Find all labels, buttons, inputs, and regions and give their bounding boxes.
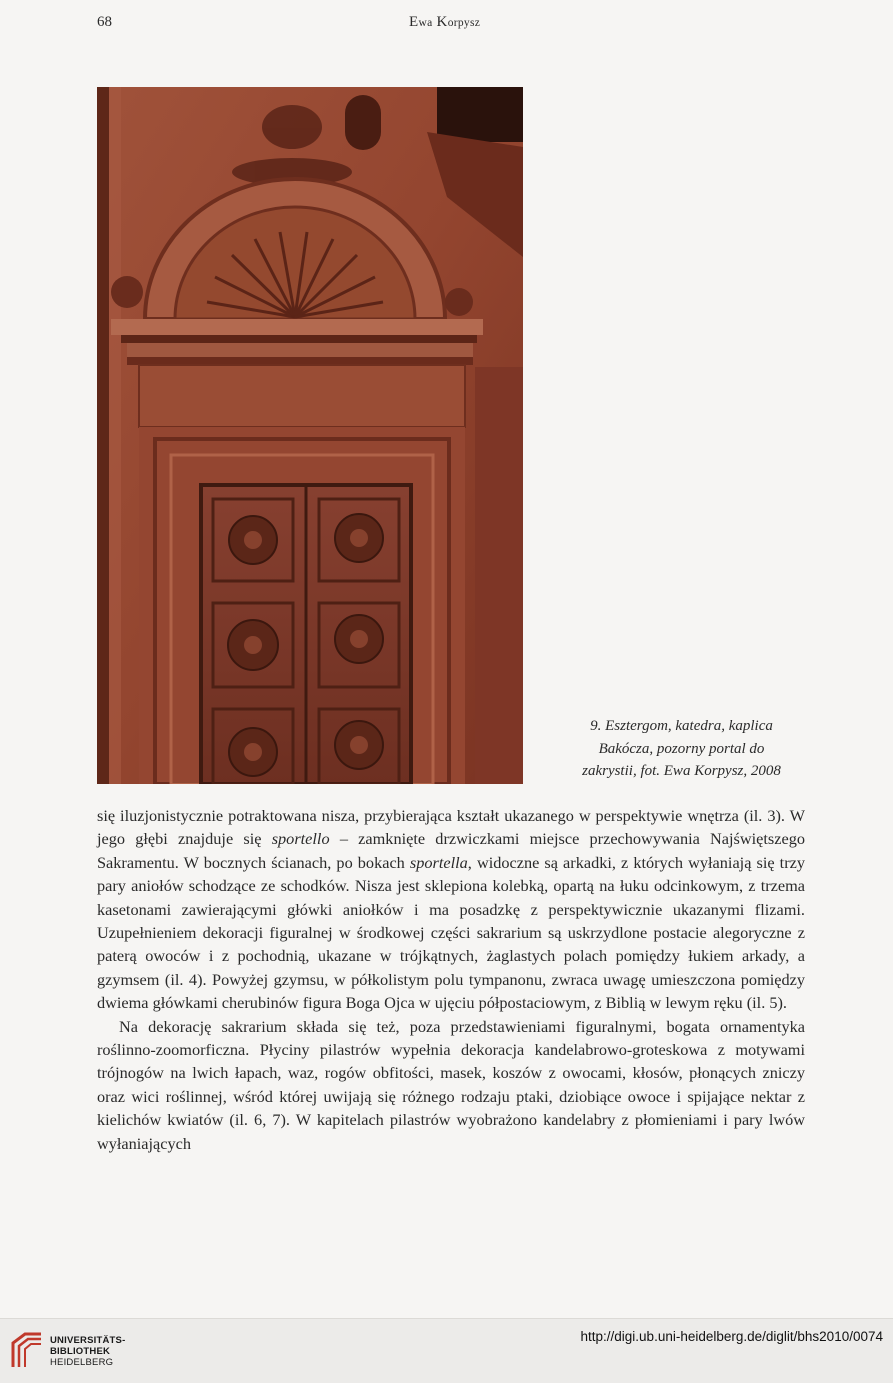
author-last-rest: orpysz xyxy=(447,17,481,29)
italic-term-sportello: sportello xyxy=(271,829,330,849)
portal-illustration xyxy=(97,87,523,784)
portal-photograph xyxy=(97,87,523,784)
author-first-rest: wa xyxy=(418,17,433,29)
library-logo-text xyxy=(50,1335,125,1368)
paragraph: Na dekorację sakrarium składa się też, poza przedstawieniami figuralnymi, bogata ornamentyka roślinno-zoomorficzna. Płyciny pilastrów wypełnia dekoracja kandelabrowo-groteskowa z motywami trójnogów na lwich łapach, waz, rogów obfitości, masek, koszów z owocami, kłosów, płonących zniczy oraz wici roślinnej, wśród której uwijają się różnego rodzaju ptaki, dziobiące owoce i spijające nektar z kielichów kwiatów (il. 6, 7). W kapitelach pilastrów wyobrażono kandelabry z płomieniami i pary lwów wyłaniających xyxy=(97,1016,805,1153)
figure-caption xyxy=(530,715,833,783)
caption-line: Bakócza, pozorny portal do xyxy=(598,740,765,757)
author-first-initial: E xyxy=(409,14,419,30)
paragraph xyxy=(97,804,805,1015)
author-last-initial: K xyxy=(436,14,448,30)
logo-line: BIBLIOTHEK xyxy=(50,1346,111,1357)
running-head-author xyxy=(409,14,480,31)
page-number: 68 xyxy=(97,14,112,30)
caption-line: zakrystii, fot. Ewa Korpysz, 2008 xyxy=(582,763,781,779)
digitization-footer xyxy=(0,1318,893,1383)
text-run: , widoczne są arkadki, z których wyłaniają się trzy pary aniołów schodzące ze schodków. Nisza jest sklepiona kolebką, opartą na łuku odcinkowym, z trzema kasetonami zawierającymi główki aniołków i ma posadzkę z perspektywicznie ukazanymi flizami. Uzupełnieniem dekoracji figuralnej w środkowej części sakrarium są uskrzydlone postacie alegoryczne z paterą owoców i z pochodnią, ukazane w trójkątnych, żaglastych polach pomiędzy łukiem arkady, a gzymsem (il. 4). Powyżej gzymsu, w półkolistym polu tympanonu, zwraca uwagę umieszczona pomiędzy dwiema główkami cherubinów figura Boga Ojca w ujęciu półpostaciowym, z Biblią w lewym ręku (il. 5). xyxy=(97,852,805,1013)
caption-line: 9. Esztergom, katedra, kaplica xyxy=(590,718,773,734)
text-run: – zamknięte drzwiczkami miejsce przechowywania Najświętszego Sakramentu. W bocznych ścianach, po bokach xyxy=(97,829,805,872)
ub-heidelberg-logo-icon xyxy=(10,1331,44,1369)
italic-term-sportella: sportella xyxy=(409,852,468,872)
logo-line: HEIDELBERG xyxy=(50,1357,114,1368)
source-url-link[interactable]: http://digi.ub.uni-heidelberg.de/diglit/bhs2010/0074 xyxy=(580,1329,883,1344)
body-text xyxy=(97,804,805,1155)
text-run: się iluzjonistycznie potraktowana nisza, przybierająca kształt ukazanego w perspektywie wnętrza (il. 3). W jego głębi znajduje się xyxy=(97,806,805,849)
logo-line: UNIVERSITÄTS- xyxy=(50,1335,126,1346)
